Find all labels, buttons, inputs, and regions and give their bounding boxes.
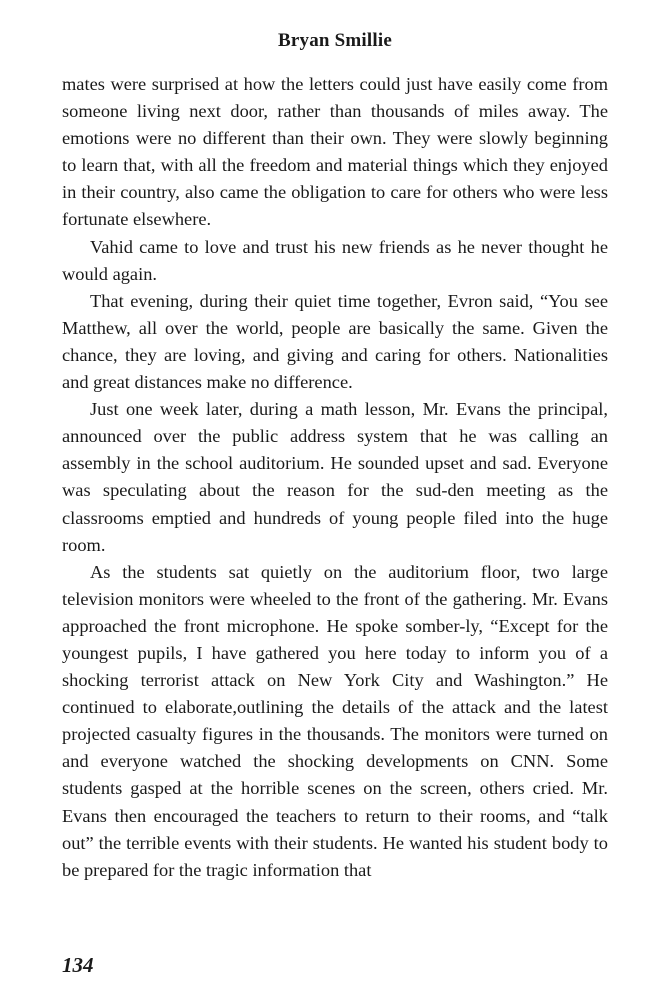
paragraph: That evening, during their quiet time together, Evron said, “You see Matthew, all over the world, people are basically the same. Given the chance, they are loving, and giving and caring for others. Nationalities and great distances make no difference. — [62, 290, 608, 393]
page-number: 134 — [62, 953, 94, 977]
paragraph: mates were surprised at how the letters could just have easily come from someone living next door, rather than thousands of miles away. The emotions were no different than their own. They were slowly beginning to learn that, with all the freedom and material things which they enjoyed in their country, also came the obligation to care for others who were less fortunate elsewhere. — [62, 74, 608, 230]
book-page — [62, 0, 608, 1000]
paragraph: Vahid came to love and trust his new friends as he never thought he would again. — [62, 236, 608, 284]
running-head: Bryan Smillie — [278, 30, 392, 51]
paragraph: As the students sat quietly on the auditorium floor, two large television monitors were wheeled to the front of the gathering. Mr. Evans approached the front microphone. He spoke somber-ly, “Except for the youngest pupils, I have gathered you here today to inform you of a shocking terrorist attack on New York City and Washington.” He continued to elaborate,outlining the details of the attack and the latest projected casualty figures in the thousands. The monitors were turned on and everyone watched the shocking developments on CNN. Some students gasped at the horrible scenes on the screen, others cried. Mr. Evans then encouraged the teachers to return to their rooms, and “talk out” the terrible events with their students. He wanted his student body to be prepared for the tragic information that — [62, 561, 608, 880]
body-text — [62, 71, 608, 884]
paragraph: Just one week later, during a math lesson, Mr. Evans the principal, announced over the public address system that he was calling an assembly in the school auditorium. He sounded upset and sad. Everyone was speculating about the reason for the sud-den meeting as the classrooms emptied and hundreds of young people filed into the huge room. — [62, 399, 608, 555]
